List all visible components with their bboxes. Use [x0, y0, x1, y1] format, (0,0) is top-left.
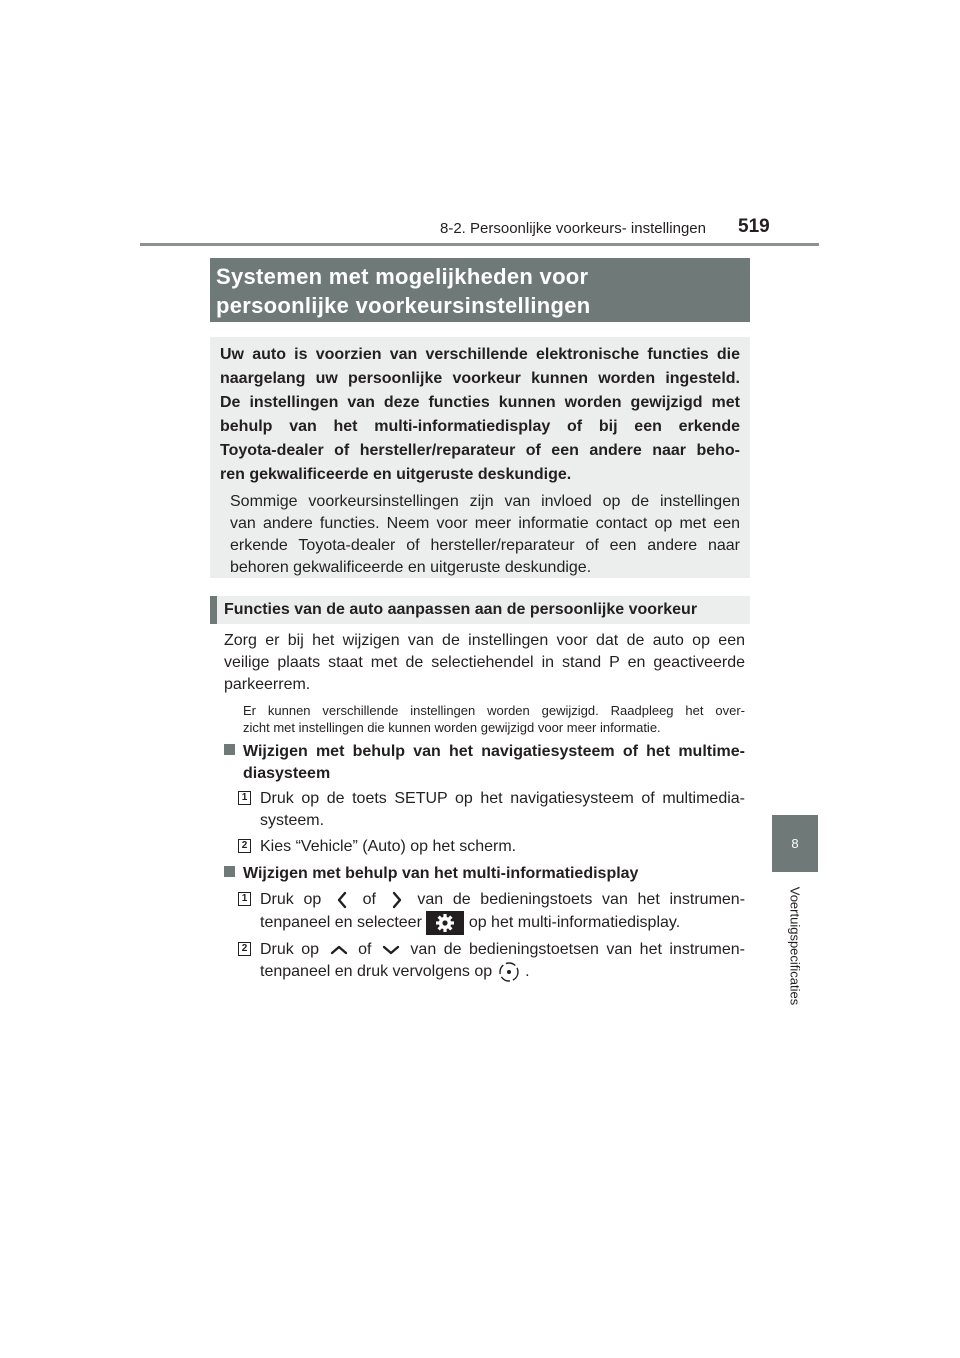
chevron-right-icon	[386, 890, 408, 910]
chapter-label: Voertuigspecificaties	[787, 886, 803, 1006]
chevron-left-icon	[331, 890, 353, 910]
step-text	[260, 939, 745, 983]
intro-note-line: erkende Toyota-dealer of hersteller/reparateur of een andere naar	[230, 537, 740, 554]
note-line: zicht met instellingen die kunnen worden gewijzigd voor meer informatie.	[243, 720, 661, 735]
step-text-fragment: van de bedieningstoetsen van het instrumen-	[410, 941, 745, 958]
subsection-body	[224, 630, 745, 696]
body-line: parkeerrem.	[224, 676, 311, 693]
intro-line: ren gekwalificeerde en uitgeruste deskundige.	[220, 466, 572, 483]
section-title-line: Wijzigen met behulp van het navigatiesysteem of het multime-	[243, 743, 745, 760]
chevron-down-icon	[379, 941, 403, 959]
section-title-line: Wijzigen met behulp van het multi-informatiedisplay	[243, 865, 639, 882]
step-text-fragment: Druk op	[260, 941, 320, 958]
section-title-line: diasysteem	[243, 765, 331, 782]
intro-line: De instellingen van deze functies kunnen worden gewijzigd met	[220, 394, 740, 411]
nav-section-title	[243, 741, 745, 785]
chevron-up-icon	[327, 941, 351, 959]
step-line	[260, 889, 745, 911]
title-banner	[210, 258, 750, 322]
intro-summary	[220, 343, 740, 487]
gear-icon	[426, 911, 464, 935]
subsection-header	[210, 596, 750, 624]
mid-section-title	[243, 863, 745, 885]
title-line-1: Systemen met mogelijkheden voor	[216, 264, 589, 289]
chapter-label-wrap	[772, 878, 818, 1014]
ok-button-icon	[497, 961, 521, 983]
step-number-badge: 2	[238, 839, 251, 853]
step-text	[260, 836, 745, 858]
step-text-fragment: of	[362, 891, 376, 908]
step-text-fragment: op het multi-informatiedisplay.	[468, 914, 681, 932]
step-text-fragment: Druk op	[260, 891, 322, 908]
section-heading: 8-2. Persoonlijke voorkeurs- instellingen	[440, 220, 706, 237]
step-number-badge: 1	[238, 892, 251, 906]
chapter-tab: 8	[772, 815, 818, 872]
square-bullet-icon	[224, 744, 235, 755]
body-line: Zorg er bij het wijzigen van de instellingen voor dat de auto op een	[224, 632, 745, 649]
subsection-title: Functies van de auto aanpassen aan de persoonlijke voorkeur	[224, 601, 698, 618]
body-line: veilige plaats staat met de selectiehendel in stand P en geactiveerde	[224, 654, 745, 671]
title-line-2: persoonlijke voorkeursinstellingen	[216, 293, 591, 318]
step-text-fragment: .	[525, 963, 530, 981]
step-text-fragment: tenpaneel en druk vervolgens op	[260, 963, 493, 981]
intro-line: behulp van het multi-informatiedisplay of bij een erkende	[220, 418, 740, 435]
intro-note-line: van andere functies. Neem voor meer informatie contact op met een	[230, 515, 740, 532]
header-divider	[140, 243, 819, 246]
step-number-badge: 1	[238, 791, 251, 805]
step-text	[260, 889, 745, 935]
step-text	[260, 788, 745, 832]
page-number: 519	[738, 216, 770, 237]
square-bullet-icon	[224, 866, 235, 877]
intro-line: Toyota-dealer of hersteller/reparateur of een andere naar beho-	[220, 442, 740, 459]
intro-line: Uw auto is voorzien van verschillende elektronische functies die	[220, 346, 740, 363]
step-line: systeem.	[260, 812, 325, 829]
step-line: Kies “Vehicle” (Auto) op het scherm.	[260, 838, 517, 855]
intro-line: naargelang uw persoonlijke voorkeur kunnen worden ingesteld.	[220, 370, 740, 387]
step-text-fragment: tenpaneel en selecteer	[260, 914, 422, 932]
step-line	[260, 911, 745, 935]
intro-note-line: Sommige voorkeursinstellingen zijn van invloed op de instellingen	[230, 493, 740, 510]
step-text-fragment: of	[358, 941, 372, 958]
step-number-badge: 2	[238, 942, 251, 956]
note-line: Er kunnen verschillende instellingen worden gewijzigd. Raadpleeg het over-	[243, 703, 745, 718]
step-line	[260, 939, 745, 961]
intro-note-line: behoren gekwalificeerde en uitgeruste deskundige.	[230, 559, 592, 576]
step-text-fragment: van de bedieningstoets van het instrumen-	[417, 891, 746, 908]
intro-box	[210, 337, 750, 578]
subsection-note	[243, 702, 745, 736]
step-line: Druk op de toets SETUP op het navigatiesysteem of multimedia-	[260, 790, 745, 807]
step-line	[260, 961, 745, 983]
intro-note	[220, 491, 740, 579]
